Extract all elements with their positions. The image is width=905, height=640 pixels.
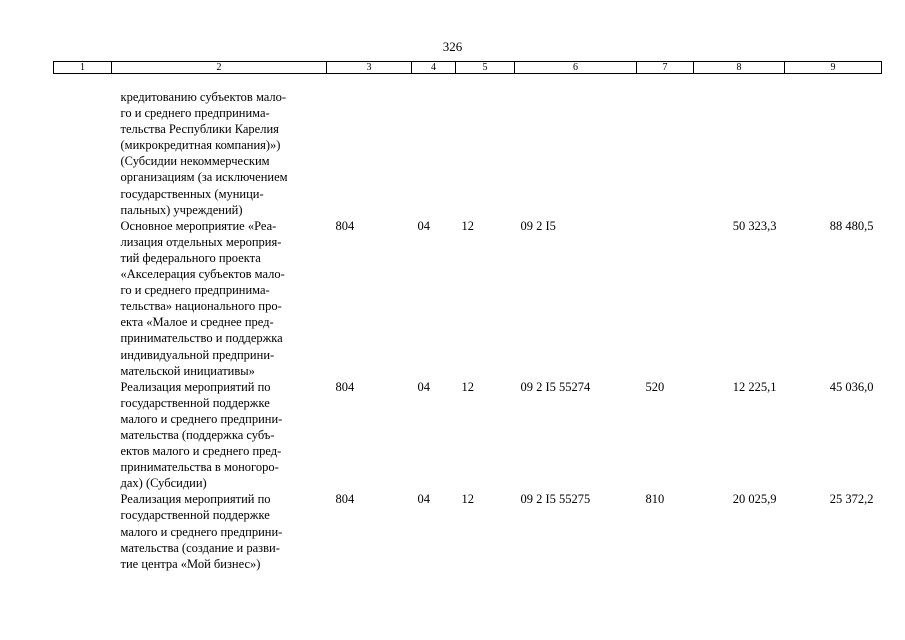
name-line: Реализация мероприятий по (120, 492, 271, 507)
name-line: кредитованию субъектов мало- (120, 90, 287, 104)
name-line: пальных) учреждений) (120, 202, 243, 217)
cell-amount-col-8: 50 323,3 (732, 218, 777, 233)
column-header-9: 9 (785, 62, 882, 74)
name-line: принимательства в моногоро- (120, 460, 279, 475)
column-header-5: 5 (456, 62, 515, 74)
cell-col-1 (54, 74, 112, 218)
name-line: индивидуальной предприни- (120, 347, 275, 362)
name-line: «Акселерация субъектов мало- (120, 267, 285, 282)
cell-col-1 (54, 218, 112, 379)
cell-name (112, 74, 327, 218)
cell-expense-type (637, 218, 694, 379)
cell-amount-col-9: 88 480,5 (829, 218, 874, 233)
cell-name (112, 218, 327, 379)
cell-section: 04 (417, 379, 430, 394)
cell-expense-type (637, 74, 694, 218)
name-line: лизация отдельных мероприя- (120, 234, 282, 249)
cell-target-article (515, 74, 637, 218)
column-header-4: 4 (412, 62, 456, 74)
cell-section: 04 (417, 492, 430, 507)
name-line: тельства Республики Карелия (120, 122, 279, 137)
name-line: мательства (создание и разви- (120, 540, 280, 555)
cell-gov-code: 804 (335, 218, 355, 233)
cell-name (112, 491, 327, 571)
cell-subsection (456, 74, 515, 218)
name-line: (микрокредитная компания)») (120, 138, 281, 153)
budget-table (53, 61, 882, 572)
cell-subsection: 12 (461, 218, 474, 233)
name-line: дах) (Субсидии) (120, 476, 207, 491)
cell-section (412, 74, 456, 218)
cell-name (112, 379, 327, 492)
name-line: Реализация мероприятий по (120, 379, 271, 394)
cell-gov-code (327, 74, 412, 218)
cell-target-article: 09 2 I5 (520, 218, 556, 233)
column-header-3: 3 (327, 62, 412, 74)
name-line: принимательство и поддержка (120, 331, 283, 346)
name-line: государственных (муници- (120, 186, 264, 201)
table-row (54, 218, 882, 379)
column-header-2: 2 (112, 62, 327, 74)
name-line: малого и среднего предприни- (120, 524, 283, 539)
column-header-7: 7 (637, 62, 694, 74)
table-body (54, 74, 882, 572)
name-line: мательства (поддержка субъ- (120, 427, 275, 442)
name-line: организациям (за исключением (120, 170, 288, 185)
name-line: Основное мероприятие «Реа- (120, 218, 277, 233)
name-line: мательской инициативы» (120, 363, 255, 378)
page-number: 326 (442, 39, 463, 54)
name-line: тельства» национального про- (120, 299, 282, 314)
cell-amount-col-9: 45 036,0 (829, 379, 874, 394)
name-line: го и среднего предпринима- (120, 106, 270, 121)
cell-target-article: 09 2 I5 55275 (520, 492, 591, 507)
name-line: малого и среднего предприни- (120, 411, 283, 426)
column-header-row (54, 62, 882, 74)
cell-amount-col-8 (694, 74, 785, 218)
cell-col-1 (54, 379, 112, 492)
cell-amount-col-8: 12 225,1 (732, 379, 777, 394)
table-row (54, 379, 882, 492)
name-line: тие центра «Мой бизнес») (120, 556, 261, 571)
name-line: го и среднего предпринима- (120, 283, 270, 298)
cell-subsection: 12 (461, 492, 474, 507)
cell-gov-code: 804 (335, 379, 355, 394)
cell-subsection: 12 (461, 379, 474, 394)
cell-expense-type: 810 (645, 492, 665, 507)
column-header-1: 1 (54, 62, 112, 74)
name-line: (Субсидии некоммерческим (120, 154, 270, 169)
table-row (54, 74, 882, 218)
cell-amount-col-9: 25 372,2 (829, 492, 874, 507)
name-line: государственной поддержке (120, 395, 270, 410)
cell-expense-type: 520 (645, 379, 665, 394)
name-line: ектов малого и среднего пред- (120, 444, 282, 459)
name-line: екта «Малое и среднее пред- (120, 315, 274, 330)
column-header-8: 8 (694, 62, 785, 74)
column-header-6: 6 (515, 62, 637, 74)
cell-target-article: 09 2 I5 55274 (520, 379, 591, 394)
name-line: государственной поддержке (120, 508, 270, 523)
cell-amount-col-8: 20 025,9 (732, 492, 777, 507)
cell-section: 04 (417, 218, 430, 233)
name-line: тий федерального проекта (120, 250, 261, 265)
cell-col-1 (54, 491, 112, 571)
table-row (54, 491, 882, 571)
cell-amount-col-9 (785, 74, 882, 218)
cell-gov-code: 804 (335, 492, 355, 507)
